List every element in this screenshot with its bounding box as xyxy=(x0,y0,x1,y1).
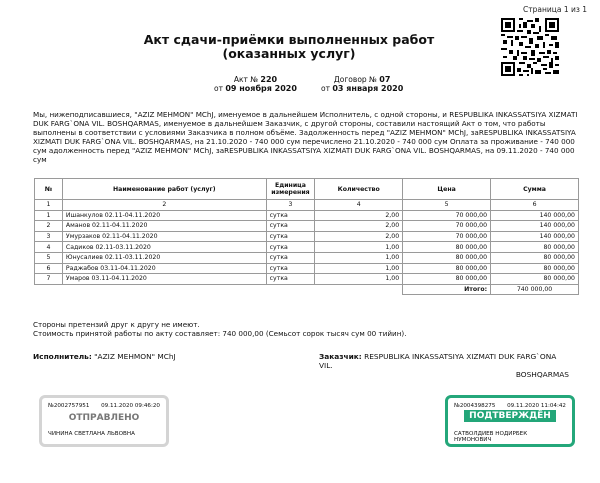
claims-line-1: Стороны претензий друг к другу не имеют. xyxy=(33,320,200,329)
table-row xyxy=(35,221,579,232)
row-qty: 2,00 xyxy=(315,210,403,221)
title-line-1: Акт сдачи-приёмки выполненных работ xyxy=(143,32,435,47)
row-price: 70 000,00 xyxy=(403,210,491,221)
table-index-row xyxy=(35,200,579,211)
executor-signature xyxy=(33,352,176,361)
qr-code-icon xyxy=(501,18,559,76)
row-price: 80 000,00 xyxy=(403,274,491,285)
claims-line-2: Стоимость принятой работы по акту составляет: 740 000,00 (Семьсот сорок тысяч сум 00 тийин). xyxy=(33,329,407,338)
index-cell: 2 xyxy=(62,200,266,211)
row-name: Юнусалиев 02.11-03.11.2020 xyxy=(62,252,266,263)
index-cell: 3 xyxy=(266,200,315,211)
act-number: 220 xyxy=(260,75,278,84)
stamp-sent xyxy=(39,395,169,447)
row-unit: сутка xyxy=(266,210,315,221)
row-unit: сутка xyxy=(266,252,315,263)
row-sum: 140 000,00 xyxy=(491,221,579,232)
page-number: Страница 1 из 1 xyxy=(523,5,587,14)
table-total-row xyxy=(35,284,579,295)
intro-paragraph: Мы, нижеподписавшиеся, "AZIZ MEHMON" MChJ, именуемое в дальнейшем Исполнитель, с одной стороны, и RESPUBLIKA INKASSATSIYA XIZMATI DUK FARG`ONA VIL. BOSHQARMAS, именуемое в дальнейшем Заказчик, с другой стороны, составили настоящий Акт о том, что работы выполнены в соответствии с условиями Заказчика в полном объёме. Задолженность перед "AZIZ MEHMON" MChJ, заRESPUBLIKA INKASSATSIYA XIZMATI DUK FARG`ONA VIL. BOSHQARMAS, на 21.10.2020 - 740 000 сум перечислено 21.10.2020 - 740 000 сум Оплата за проживание - 740 000 сум адолженность перед "AZIZ MEHMON" MChJ, заRESPUBLIKA INKASSATSIYA XIZMATI DUK FARG`ONA VIL. BOSHQARMAS, на 09.11.2020 - 740 000 сум xyxy=(33,110,578,164)
title-line-2: (оказанных услуг) xyxy=(222,46,356,61)
col-header-sum: Сумма xyxy=(491,179,579,200)
works-table xyxy=(34,178,579,295)
total-label: Итого: xyxy=(403,284,491,295)
contract-number: 07 xyxy=(379,75,391,84)
row-sum: 140 000,00 xyxy=(491,210,579,221)
act-date: 09 ноября 2020 xyxy=(225,84,297,93)
table-row xyxy=(35,274,579,285)
row-unit: сутка xyxy=(266,263,315,274)
row-qty: 2,00 xyxy=(315,221,403,232)
act-number-label: Акт № xyxy=(233,75,259,84)
row-unit: сутка xyxy=(266,274,315,285)
total-value: 740 000,00 xyxy=(491,284,579,295)
row-number: 1 xyxy=(35,210,63,221)
row-sum: 80 000,00 xyxy=(491,242,579,253)
contract-date-label: от xyxy=(321,84,330,93)
row-name: Умурзаков 02.11-04.11.2020 xyxy=(62,231,266,242)
col-header-price: Цена xyxy=(403,179,491,200)
row-price: 80 000,00 xyxy=(403,242,491,253)
row-name: Раджабов 03.11-04.11.2020 xyxy=(62,263,266,274)
contract-info xyxy=(321,75,403,93)
claims-section xyxy=(33,320,407,338)
act-info xyxy=(214,75,297,93)
table-row xyxy=(35,231,579,242)
customer-label: Заказчик: xyxy=(319,352,362,361)
customer-name-line-1: RESPUBLIKA INKASSATSIYA XIZMATI DUK FARG`ONA VIL. xyxy=(319,352,557,370)
act-date-label: от xyxy=(214,84,223,93)
stamp-sent-id: №2002757951 xyxy=(48,403,90,409)
row-number: 6 xyxy=(35,263,63,274)
row-number: 5 xyxy=(35,252,63,263)
row-number: 3 xyxy=(35,231,63,242)
row-qty: 1,00 xyxy=(315,242,403,253)
row-sum: 80 000,00 xyxy=(491,252,579,263)
row-number: 4 xyxy=(35,242,63,253)
stamp-sent-datetime: 09.11.2020 09:46:20 xyxy=(101,403,160,409)
row-price: 70 000,00 xyxy=(403,221,491,232)
document-title xyxy=(139,33,439,61)
stamp-sent-person: ЧИНИНА СВЕТЛАНА ЛЬВОВНА xyxy=(48,431,135,437)
contract-number-label: Договор № xyxy=(333,75,377,84)
row-qty: 1,00 xyxy=(315,252,403,263)
executor-label: Исполнитель: xyxy=(33,352,92,361)
customer-signature xyxy=(319,352,569,379)
row-name: Ишанкулов 02.11-04.11.2020 xyxy=(62,210,266,221)
row-number: 7 xyxy=(35,274,63,285)
stamp-confirmed-person: САТВОЛДИЕВ НОДИРБЕК НУМОНОВИЧ xyxy=(454,431,528,443)
customer-name-line-2: BOSHQARMAS xyxy=(515,370,569,379)
contract-date: 03 января 2020 xyxy=(332,84,404,93)
table-row xyxy=(35,263,579,274)
row-sum: 80 000,00 xyxy=(491,274,579,285)
table-row xyxy=(35,252,579,263)
row-price: 70 000,00 xyxy=(403,231,491,242)
col-header-name: Наименование работ (услуг) xyxy=(62,179,266,200)
row-sum: 80 000,00 xyxy=(491,263,579,274)
stamp-confirmed-id: №2004398275 xyxy=(454,403,496,409)
stamp-confirmed xyxy=(445,395,575,447)
row-number: 2 xyxy=(35,221,63,232)
col-header-number: № xyxy=(35,179,63,200)
table-header-row xyxy=(35,179,579,200)
table-row xyxy=(35,210,579,221)
index-cell: 5 xyxy=(403,200,491,211)
row-qty: 2,00 xyxy=(315,231,403,242)
row-name: Умаров 03.11-04.11.2020 xyxy=(62,274,266,285)
col-header-qty: Количество xyxy=(315,179,403,200)
document-page xyxy=(9,5,591,478)
row-unit: сутка xyxy=(266,242,315,253)
row-unit: сутка xyxy=(266,231,315,242)
row-qty: 1,00 xyxy=(315,274,403,285)
row-sum: 140 000,00 xyxy=(491,231,579,242)
table-row xyxy=(35,242,579,253)
index-cell: 6 xyxy=(491,200,579,211)
stamp-confirmed-datetime: 09.11.2020 11:04:42 xyxy=(507,403,566,409)
executor-name: "AZIZ MEHMON" MChJ xyxy=(94,352,176,361)
index-cell: 4 xyxy=(315,200,403,211)
index-cell: 1 xyxy=(35,200,63,211)
stamp-confirmed-status: ПОДТВЕРЖДЁН xyxy=(464,410,556,422)
row-name: Садиков 02.11-03.11.2020 xyxy=(62,242,266,253)
row-price: 80 000,00 xyxy=(403,263,491,274)
stamp-sent-status: ОТПРАВЛЕНО xyxy=(68,413,140,423)
stamp-confirmed-status-wrap xyxy=(448,411,572,421)
col-header-unit: Единица измерения xyxy=(266,179,315,200)
row-name: Аманов 02.11-04.11.2020 xyxy=(62,221,266,232)
row-price: 80 000,00 xyxy=(403,252,491,263)
row-qty: 1,00 xyxy=(315,263,403,274)
row-unit: сутка xyxy=(266,221,315,232)
